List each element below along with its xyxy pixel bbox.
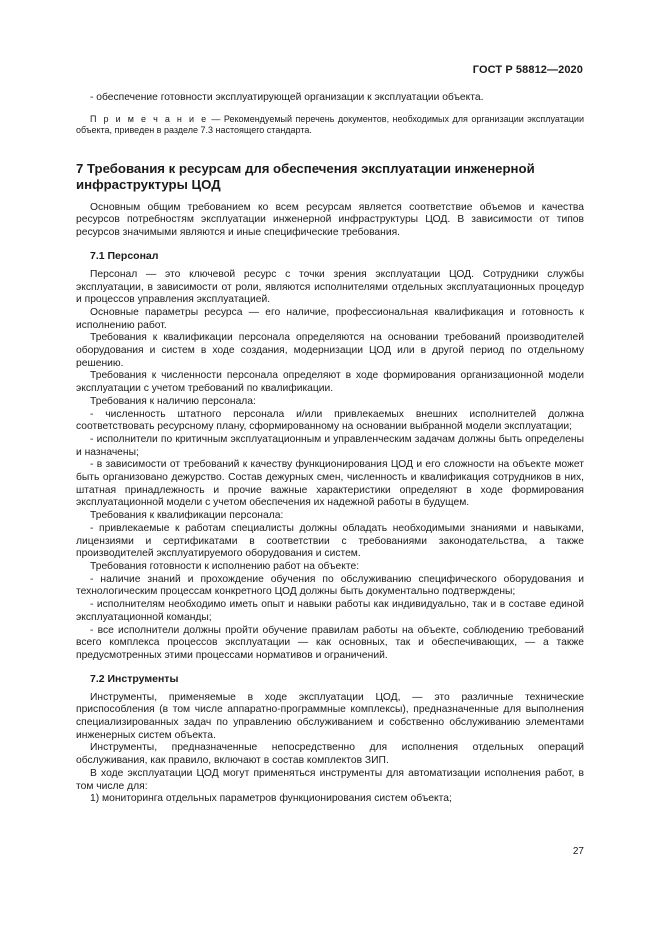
paragraph: Основные параметры ресурса — его наличие, профессиональная квалификация и готовность к исполнению работ. <box>76 306 584 331</box>
paragraph: Персонал — это ключевой ресурс с точки зрения эксплуатации ЦОД. Сотрудники службы эксплуатации, в зависимости от роли, являются исполнителями отдельных эксплуатационных процедур и процессов управления эксплуатацией. <box>76 268 584 306</box>
list-item: - все исполнители должны пройти обучение правилам работы на объекте, соблюдению требований всего комплекса процессов эксплуатации — как основных, так и обеспечивающих, — а также предусмотренных этими процессами нормативов и ограничений. <box>76 624 584 661</box>
paragraph: Требования к квалификации персонала: <box>90 510 284 522</box>
paragraph: Требования к квалификации персонала определяются на основании требований производителей оборудования и систем в ходе создания, модернизации ЦОД или в другой период по отдельному решению. <box>76 332 584 369</box>
list-item: - наличие знаний и прохождение обучения по обслуживанию специфического оборудования и технологическим процессам конкретного ЦОД должны быть документально подтверждены; <box>76 573 584 598</box>
paragraph: Требования к наличию персонала: <box>90 395 256 407</box>
list-item: 1) мониторинга отдельных параметров функционирования систем объекта; <box>90 793 452 805</box>
list-item: - в зависимости от требований к качеству функционирования ЦОД и его сложности на объекте может быть организовано дежурство. Состав дежурных смен, численность и квалификация сотрудников в них, штатная принадлежность и прочие важные характеристики определяют в ходе формирования эксплуатационной модели с учетом обеспечения их надежной работы в будущем. <box>76 459 584 509</box>
list-item: - исполнителям необходимо иметь опыт и навыки работы как индивидуально, так и в составе единой эксплуатационной команды; <box>76 599 584 623</box>
paragraph: Требования к численности персонала определяют в ходе формирования организационной модели эксплуатации с учетом требований по квалификации. <box>76 370 584 395</box>
paragraph: Инструменты, применяемые в ходе эксплуатации ЦОД, — это различные технические приспособления (в том числе аппаратно-программные комплексы), предназначенные для выполнения специализированных задач по управлению обслуживанием и собственно обслуживанию элементами инженерных систем объекта. <box>76 691 584 741</box>
paragraph: Инструменты, предназначенные непосредственно для исполнения отдельных операций обслуживания, как правило, включают в состав комплектов ЗИП. <box>76 742 584 767</box>
section-7-1-title: 7.1 Персонал <box>90 249 159 262</box>
list-item: - численность штатного персонала и/или привлекаемых внешних исполнителей должна соответствовать ресурсному плану, сформированному на основании выбранной модели эксплуатации; <box>76 408 584 433</box>
page-content <box>76 92 584 806</box>
paragraph: Требования готовности к исполнению работ на объекте: <box>90 560 360 572</box>
section-7-title: 7 Требования к ресурсам для обеспечения эксплуатации инженерной инфраструктуры ЦОД <box>76 160 535 192</box>
list-item: - исполнители по критичным эксплуатационным и управленческим задачам должны быть определены и назначены; <box>76 433 584 458</box>
note <box>76 114 584 137</box>
list-item: - обеспечение готовности эксплуатирующей организации к эксплуатации объекта. <box>90 92 484 103</box>
page-number: 27 <box>572 846 584 857</box>
section-7-2-title: 7.2 Инструменты <box>90 672 179 685</box>
paragraph: В ходе эксплуатации ЦОД могут применяться инструменты для автоматизации исполнения работ, в том числе для: <box>76 767 584 792</box>
standard-number: ГОСТ Р 58812—2020 <box>472 64 583 76</box>
section-7-intro: Основным общим требованием ко всем ресурсам является соответствие объемов и качества ресурсов потребностям эксплуатации инженерной инфраструктуры ЦОД. В зависимости от типов ресурсов значимыми являются и иные специфические требования. <box>76 201 584 239</box>
note-text: — Рекомендуемый перечень документов, необходимых для организации эксплуатации объекта, приведен в разделе 7.3 настоящего стандарта. <box>76 113 584 136</box>
list-item: - привлекаемые к работам специалисты должны обладать необходимыми знаниями и навыками, лицензиями и сертификатами в соответствии с требованиями законодательства, а также производителей эксплуатируемого оборудования и систем. <box>76 522 584 560</box>
note-label: П р и м е ч а н и е <box>90 113 208 124</box>
